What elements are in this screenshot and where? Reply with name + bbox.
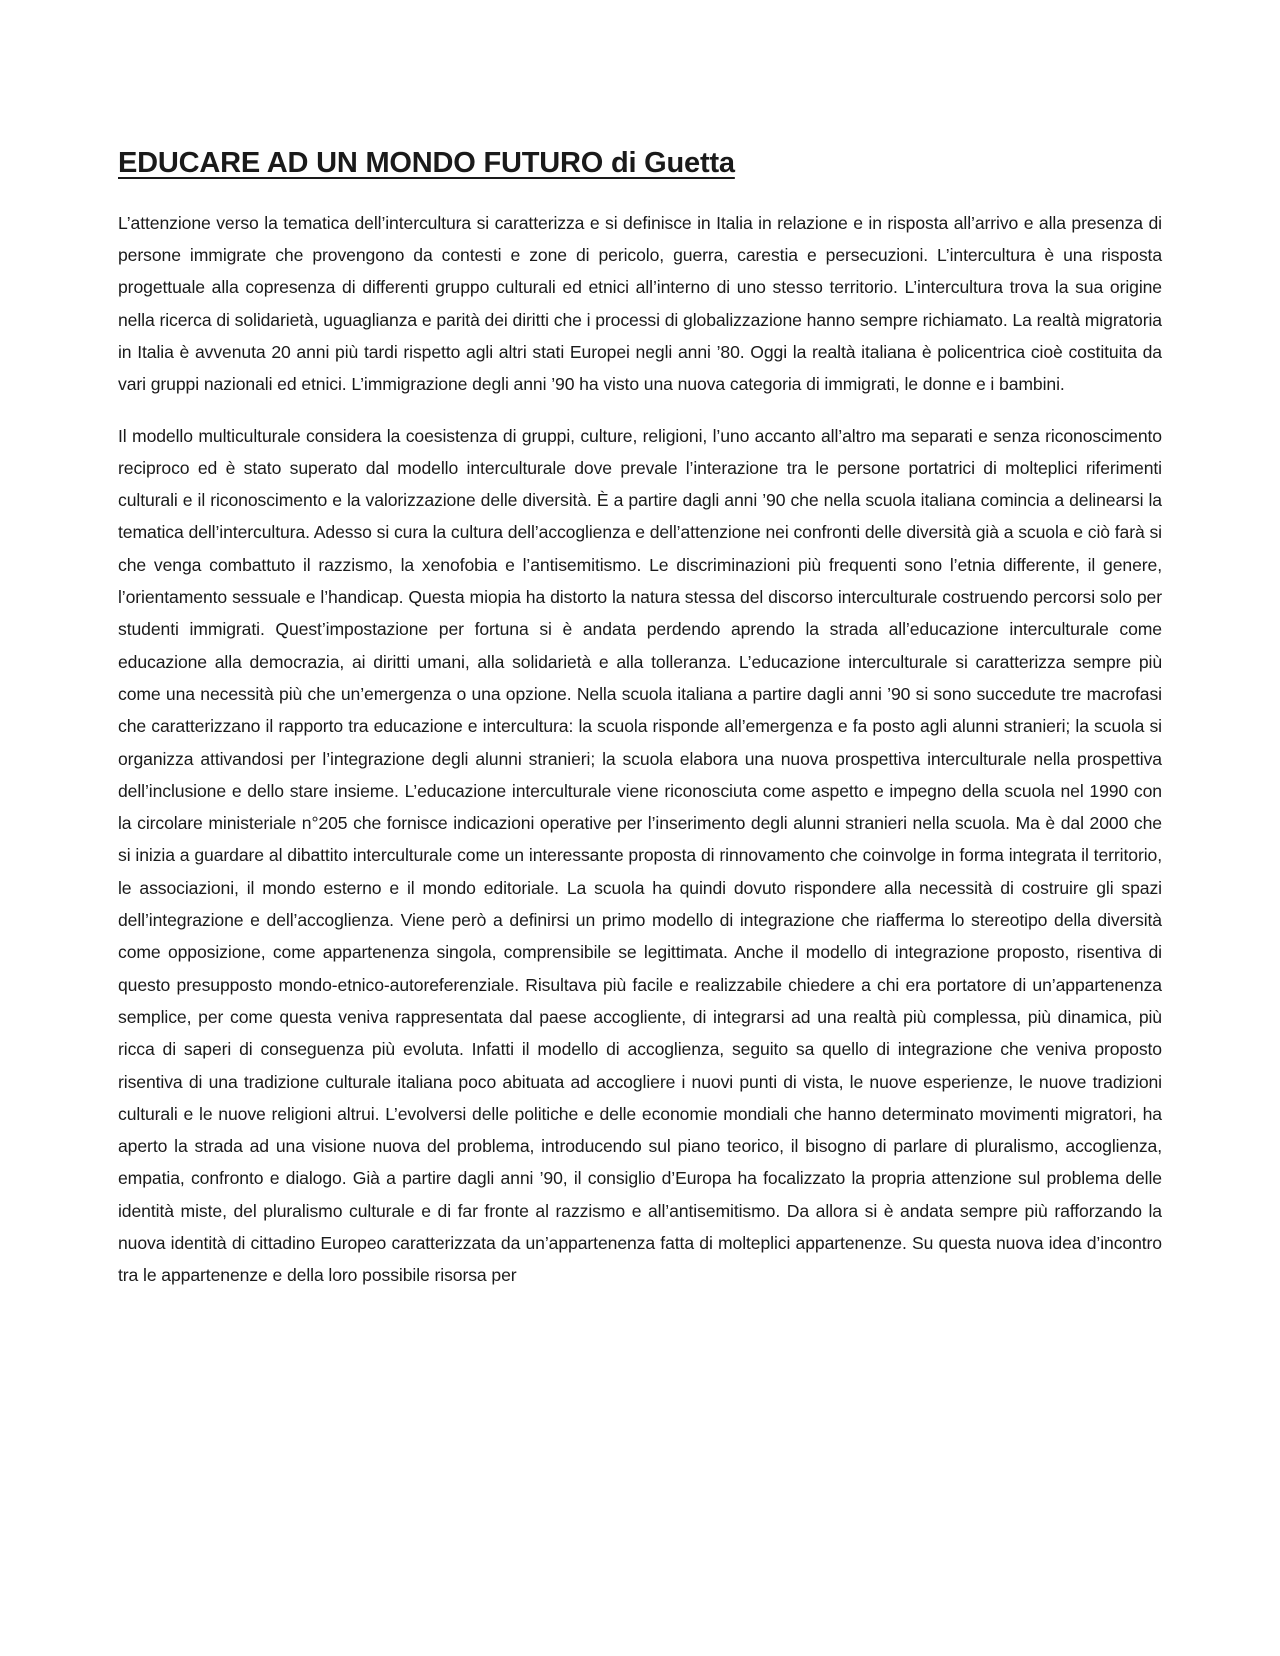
paragraph-multicultural-model: Il modello multiculturale considera la coesistenza di gruppi, culture, religioni, l’uno accanto all’altro ma separati e senza riconoscimento reciproco ed è stato superato dal modello interculturale dove prevale l’interazione tra le persone portatrici di molteplici riferimenti culturali e il riconoscimento e la valorizzazione delle diversità. È a partire dagli anni ’90 che nella scuola italiana comincia a delinearsi la tematica dell’intercultura. Adesso si cura la cultura dell’accoglienza e dell’attenzione nei confronti delle diversità già a scuola e ciò farà si che venga combattuto il razzismo, la xenofobia e l’antisemitismo. Le discriminazioni più frequenti sono l’etnia differente, il genere, l’orientamento sessuale e l’handicap. Questa miopia ha distorto la natura stessa del discorso interculturale costruendo percorsi solo per studenti immigrati. Quest’impostazione per fortuna si è andata perdendo aprendo la strada all’educazione interculturale come educazione alla democrazia, ai diritti umani, alla solidarietà e alla tolleranza. L’educazione interculturale si caratterizza sempre più come una necessità più che un’emergenza o una opzione. Nella scuola italiana a partire dagli anni ’90 si sono succedute tre macrofasi che caratterizzano il rapporto tra educazione e intercultura: la scuola risponde all’emergenza e fa posto agli alunni stranieri; la scuola si organizza attivandosi per l’integrazione degli alunni stranieri; la scuola elabora una nuova prospettiva interculturale nella prospettiva dell’inclusione e dello stare insieme. L’educazione interculturale viene riconosciuta come aspetto e impegno della scuola nel 1990 con la circolare ministeriale n°205 che fornisce indicazioni operative per l’inserimento degli alunni stranieri nella scuola. Ma è dal 2000 che si inizia a guardare al dibattito interculturale come un interessante proposta di rinnovamento che coinvolge in forma integrata il territorio, le associazioni, il mondo esterno e il mondo editoriale. La scuola ha quindi dovuto rispondere alla necessità di costruire gli spazi dell’integrazione e dell’accoglienza. Viene però a definirsi un primo modello di integrazione che riafferma lo stereotipo della diversità come opposizione, come appartenenza singola, comprensibile se legittimata. Anche il modello di integrazione proposto, risentiva di questo presupposto mondo-etnico-autoreferenziale. Risultava più facile e realizzabile chiedere a chi era portatore di un’appartenenza semplice, per come questa veniva rappresentata dal paese accogliente, di integrarsi ad una realtà più complessa, più dinamica, più ricca di saperi di conseguenza più evoluta. Infatti il modello di accoglienza, seguito sa quello di integrazione che veniva proposto risentiva di una tradizione culturale italiana poco abituata ad accogliere i nuovi punti di vista, le nuove esperienze, le nuove tradizioni culturali e le nuove religioni altrui. L’evolversi delle politiche e delle economie mondiali che hanno determinato movimenti migratori, ha aperto la strada ad una visione nuova del problema, introducendo sul piano teorico, il bisogno di parlare di pluralismo, accoglienza, empatia, confronto e dialogo. Già a partire dagli anni ’90, il consiglio d’Europa ha focalizzato la propria attenzione sul problema delle identità miste, del pluralismo culturale e di far fronte al razzismo e all’antisemitismo. Da allora si è andata sempre più rafforzando la nuova identità di cittadino Europeo caratterizzata da un’appartenenza fatta di molteplici appartenenze. Su questa nuova idea d’incontro tra le appartenenze e della loro possibile risorsa per bbox=[118, 425, 1162, 1286]
paragraph-intro: L’attenzione verso la tematica dell’intercultura si caratterizza e si definisce in Italia in relazione e in risposta all’arrivo e alla presenza di persone immigrate che provengono da contesti e zone di pericolo, guerra, carestia e persecuzioni. L’intercultura è una risposta progettuale alla copresenza di differenti gruppo culturali ed etnici all’interno di uno stesso territorio. L’intercultura trova la sua origine nella ricerca di solidarietà, uguaglianza e parità dei diritti che i processi di globalizzazione hanno sempre richiamato. La realtà migratoria in Italia è avvenuta 20 anni più tardi rispetto agli altri stati Europei negli anni ’80. Oggi la realtà italiana è policentrica cioè costituita da vari gruppi nazionali ed etnici. L’immigrazione degli anni ’90 ha visto una nuova categoria di immigrati, le donne e i bambini. bbox=[118, 212, 1162, 395]
document-page bbox=[118, 146, 1162, 1311]
document-title: EDUCARE AD UN MONDO FUTURO di Guetta bbox=[118, 147, 735, 179]
